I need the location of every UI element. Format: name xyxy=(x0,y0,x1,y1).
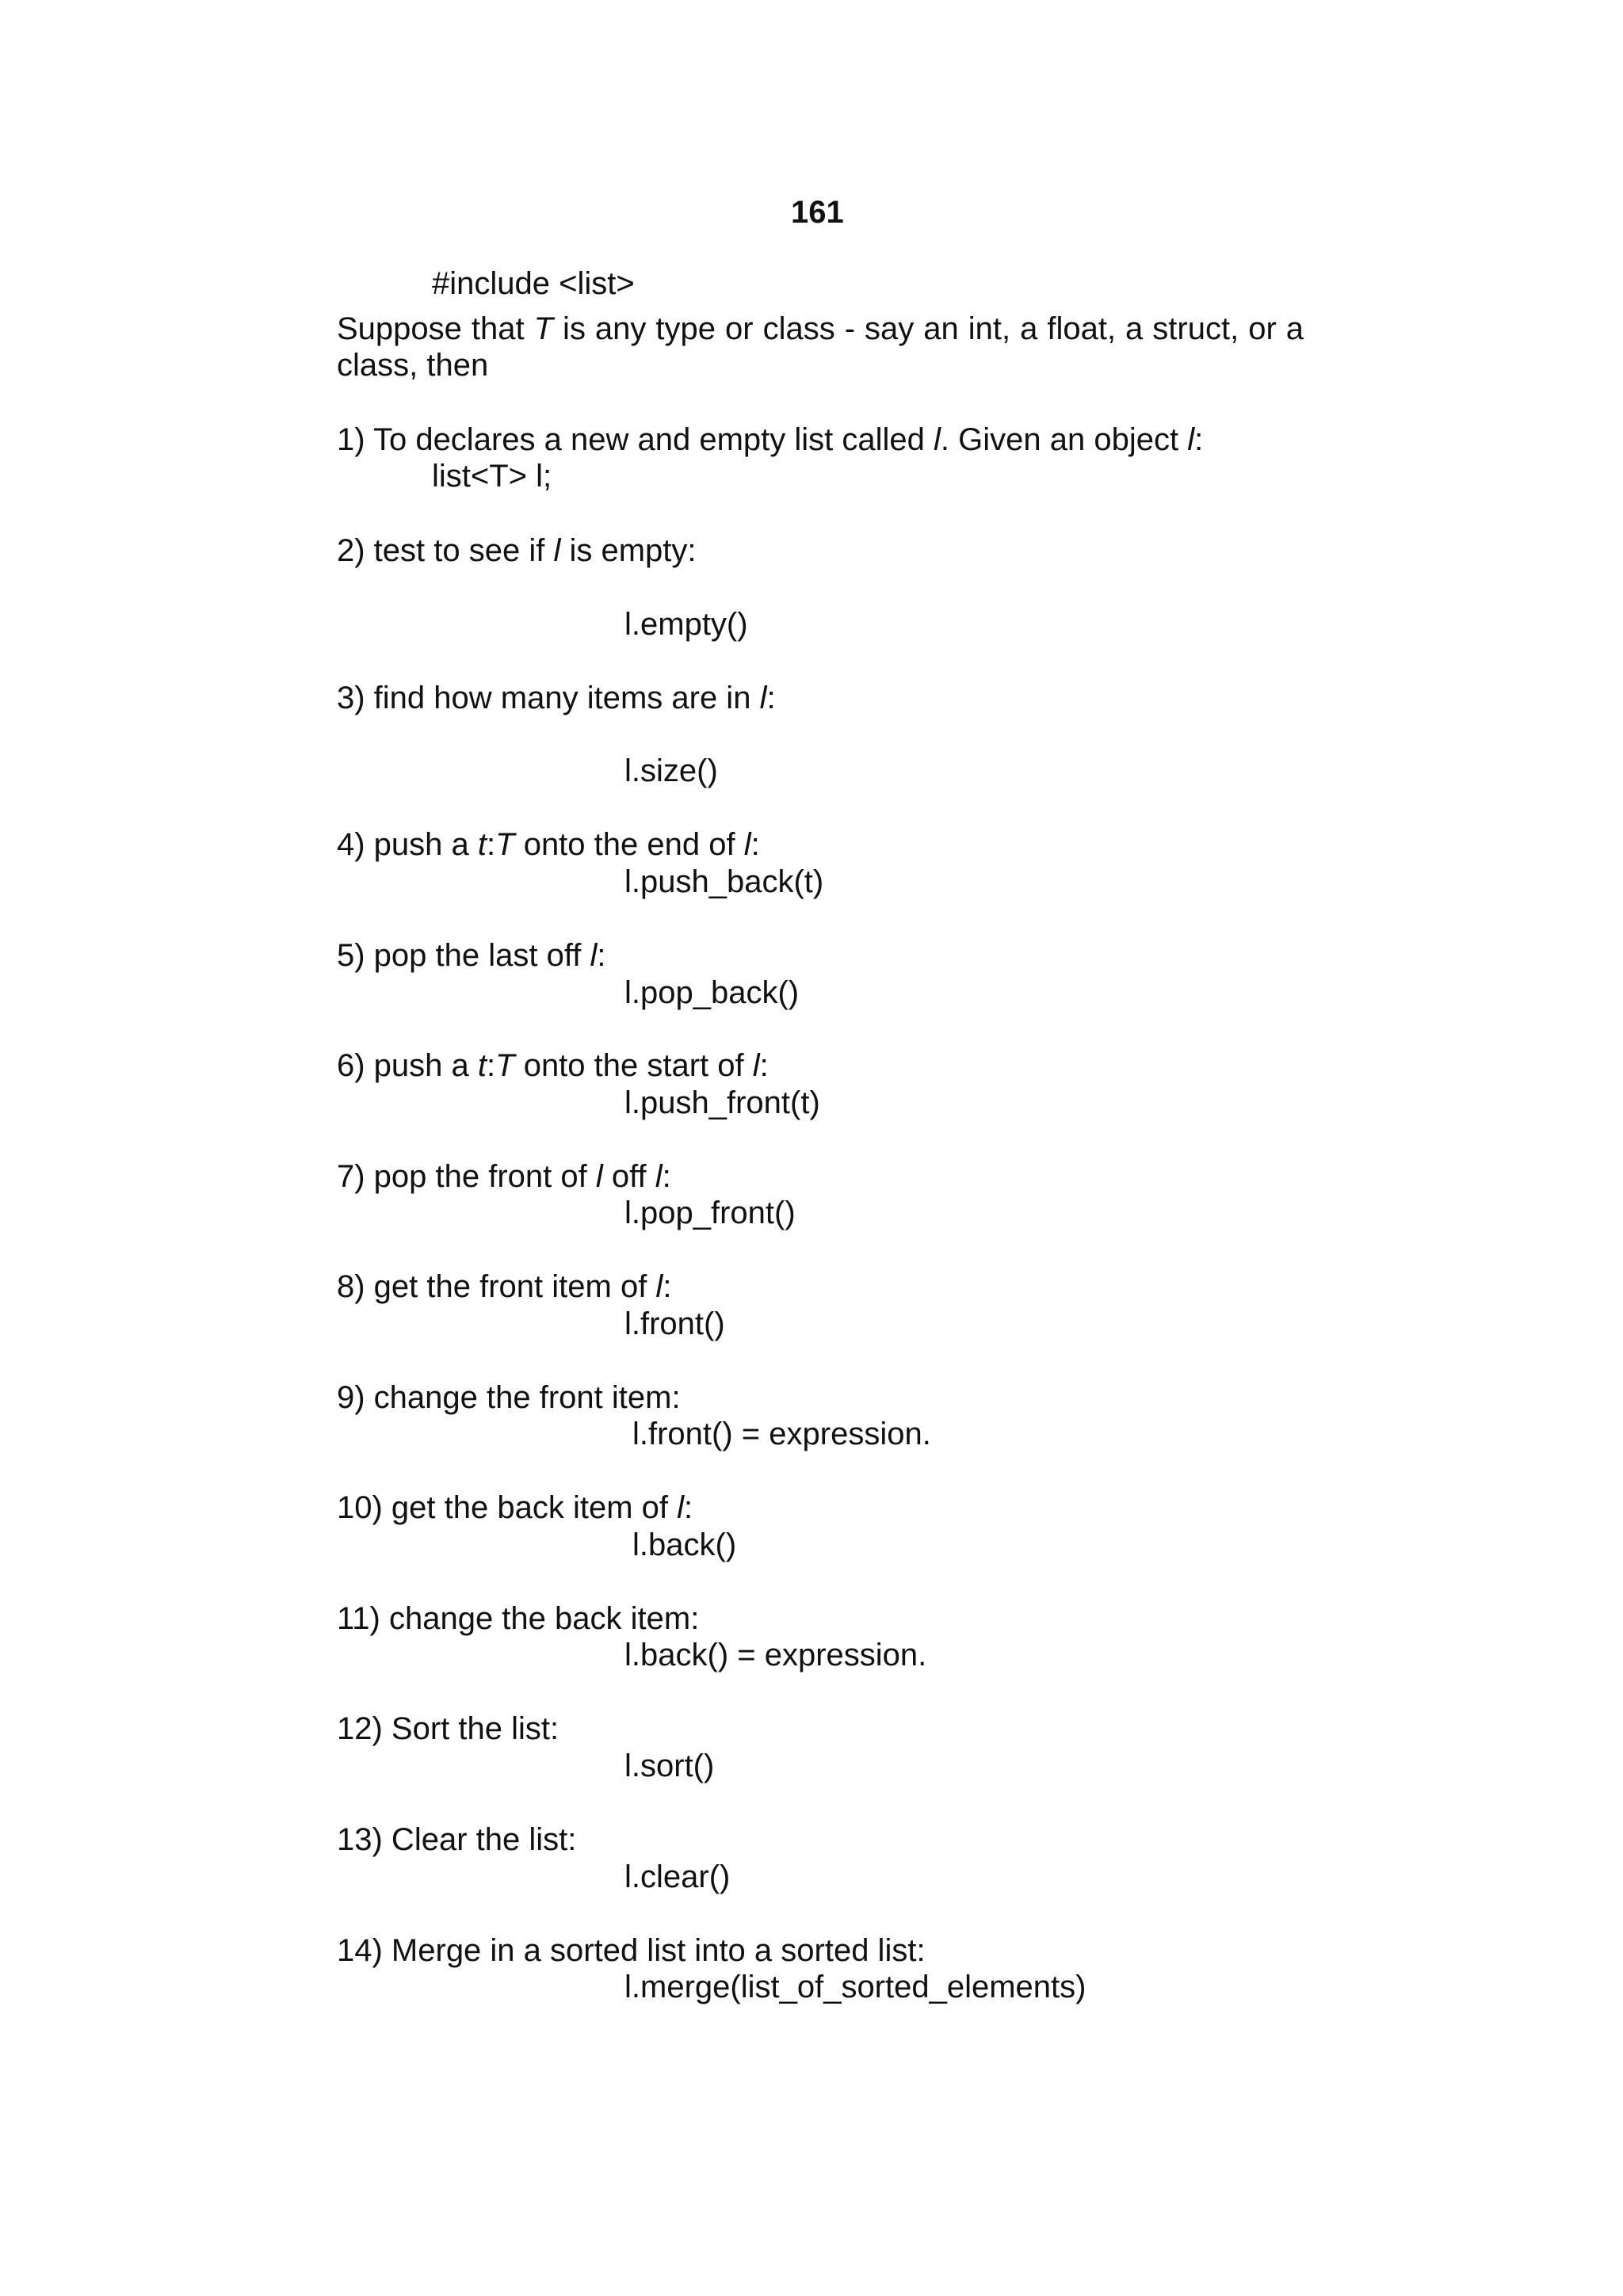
list-item-8-description: 8) get the front item of l: xyxy=(337,1269,672,1304)
list-item-12-code: l.sort() xyxy=(624,1749,715,1783)
list-item-14-code: l.merge(list_of_sorted_elements) xyxy=(624,1970,1086,2004)
list-item-1-code: list<T> l; xyxy=(432,459,552,494)
list-item-4-description: 4) push a t:T onto the end of l: xyxy=(337,827,760,862)
list-item-10-code: l.back() xyxy=(632,1527,737,1562)
list-item-7-code: l.pop_front() xyxy=(624,1196,796,1230)
list-item-10-description: 10) get the back item of l: xyxy=(337,1490,693,1525)
intro-type-T: T xyxy=(533,311,554,346)
include-directive: #include <list> xyxy=(432,266,635,301)
list-item-13-description: 13) Clear the list: xyxy=(337,1822,577,1857)
list-item-5-description: 5) pop the last off l: xyxy=(337,938,606,973)
list-item-12-description: 12) Sort the list: xyxy=(337,1711,559,1746)
list-item-11-code: l.back() = expression. xyxy=(624,1638,927,1672)
list-item-14-description: 14) Merge in a sorted list into a sorted list: xyxy=(337,1933,926,1968)
list-item-9-description: 9) change the front item: xyxy=(337,1380,681,1415)
list-item-2-code: l.empty() xyxy=(624,607,748,642)
list-item-13-code: l.clear() xyxy=(624,1859,731,1894)
list-item-8-code: l.front() xyxy=(624,1306,725,1341)
intro-text-1: Suppose that xyxy=(337,311,534,346)
list-item-5-code: l.pop_back() xyxy=(624,975,800,1010)
intro-paragraph xyxy=(337,311,1304,383)
page-number: 161 xyxy=(791,195,844,230)
list-item-11-description: 11) change the back item: xyxy=(337,1601,700,1636)
intro-text-2: is any type or class - say an int, a float, a struct, or a class, then xyxy=(337,311,1304,383)
list-item-3-description: 3) find how many items are in l: xyxy=(337,681,776,715)
list-item-7-description: 7) pop the front of l off l: xyxy=(337,1159,671,1194)
list-item-3-code: l.size() xyxy=(624,753,718,788)
list-item-4-code: l.push_back(t) xyxy=(624,864,824,899)
list-item-1-description: 1) To declares a new and empty list called l. Given an object l: xyxy=(337,422,1204,457)
list-item-9-code: l.front() = expression. xyxy=(632,1417,931,1451)
list-item-6-code: l.push_front(t) xyxy=(624,1085,820,1120)
list-item-2-description: 2) test to see if l is empty: xyxy=(337,533,697,568)
list-item-6-description: 6) push a t:T onto the start of l: xyxy=(337,1048,769,1083)
